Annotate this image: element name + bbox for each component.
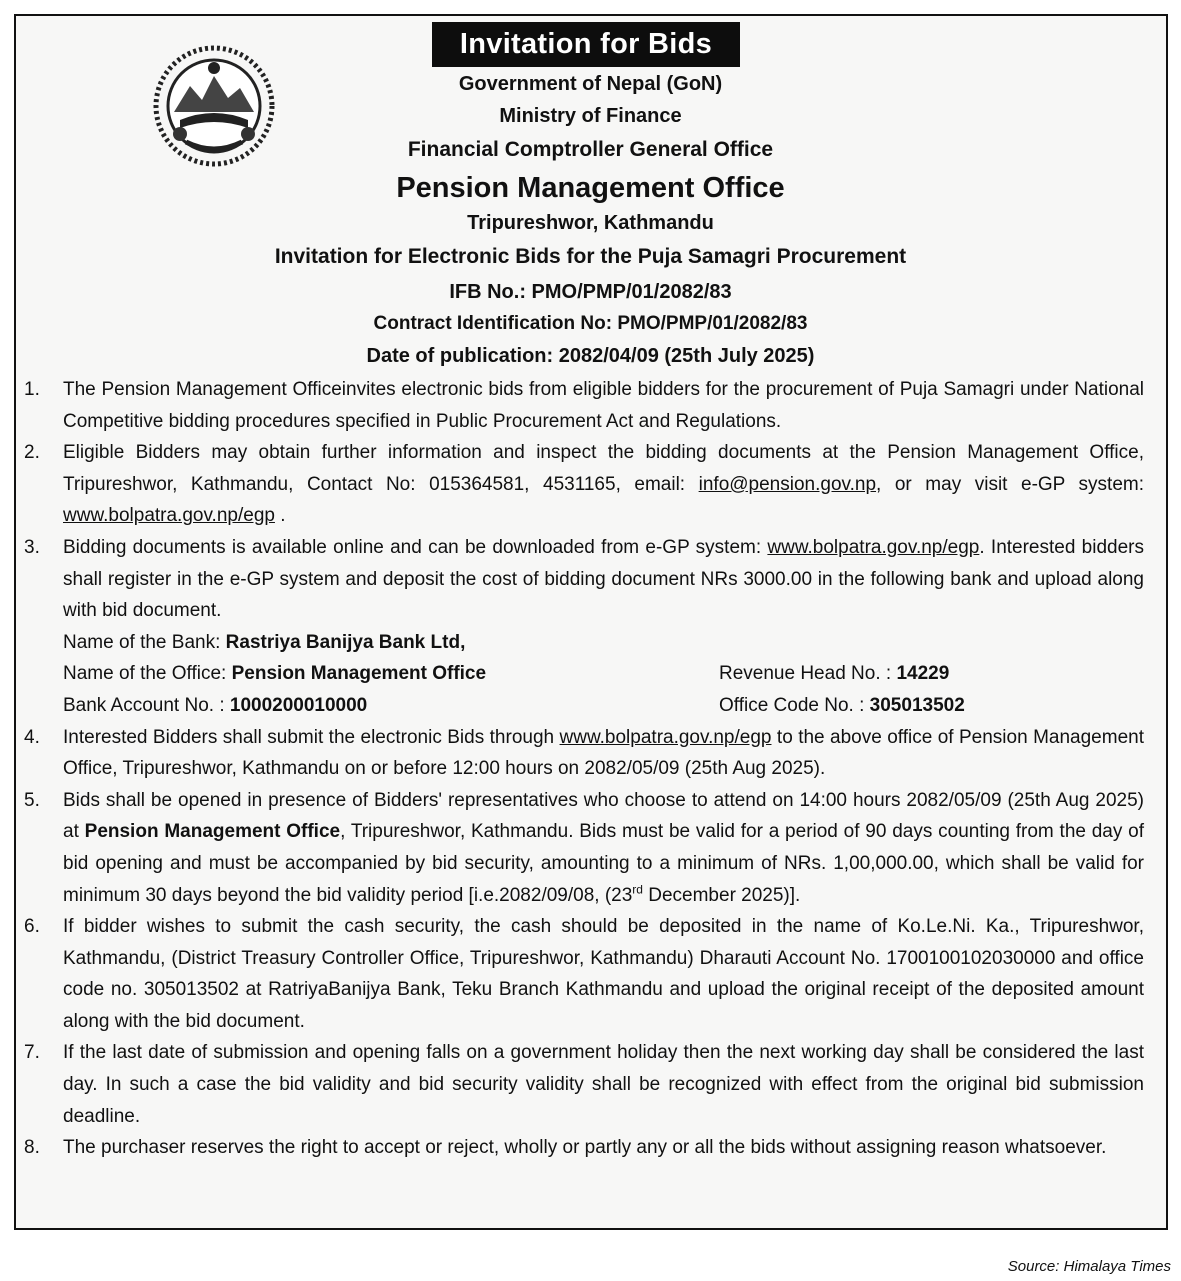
list-item <box>24 1037 1144 1132</box>
bank-details <box>24 627 1144 722</box>
list-item <box>24 374 1144 437</box>
banner-title: Invitation for Bids <box>432 22 740 67</box>
office-name-label: Name of the Office: <box>63 663 232 685</box>
item-text: The purchaser reserves the right to accept or reject, wholly or partly any or all the bids without assigning reason whatsoever. <box>63 1137 1107 1159</box>
email-link[interactable]: info@pension.gov.np <box>698 473 877 495</box>
egp-link[interactable]: www.bolpatra.gov.np/egp <box>767 536 980 558</box>
bank-name-row <box>63 627 1144 659</box>
ifb-number: IFB No.: PMO/PMP/01/2082/83 <box>449 281 732 303</box>
publication-date: Date of publication: 2082/04/09 (25th July 2025) <box>366 345 815 367</box>
invitation-title: Invitation for Electronic Bids for the Puja Samagri Procurement <box>274 245 907 268</box>
text-segment: Bidding documents is available online and can be downloaded from e-GP system: <box>63 536 768 558</box>
department-line: Financial Comptroller General Office <box>407 138 774 161</box>
text-segment: to the above office of Pension Management Office, Tripureshwor, Kathmandu on or before 12:00 hours on 2082/05/09 (25th Aug 2025). <box>63 726 1144 780</box>
text-segment: , Tripureshwor, Kathmandu. Bids must be valid for a period of 90 days counting from the day of bid opening and must be accompanied by bid security, amounting to a minimum of NRs. 1,00,000.00, which shall be valid for minimum 30 days beyond the bid validity period [i.e.2082/09/08, (23 <box>63 821 1145 906</box>
revenue-cell <box>719 658 949 690</box>
text-segment: Interested Bidders shall submit the electronic Bids through <box>63 726 560 748</box>
office-name-inline: Pension Management Office <box>84 821 341 843</box>
ministry-line: Ministry of Finance <box>499 105 682 127</box>
list-item <box>24 437 1144 532</box>
list-item <box>24 532 1144 627</box>
text-segment: Eligible Bidders may obtain further information and inspect the bidding documents at the Pension Management Office, Tripureshwor, Kathmandu, Contact No: 015364581, 4531165, email: <box>63 442 1144 495</box>
account-label: Bank Account No. : <box>63 694 230 716</box>
account-cell <box>63 690 719 722</box>
list-item <box>24 722 1144 785</box>
item-number: 8. <box>24 1137 40 1159</box>
office-location: Tripureshwor, Kathmandu <box>467 212 714 234</box>
revenue-number: 14229 <box>896 663 950 685</box>
office-code: 305013502 <box>869 694 965 716</box>
text-segment: Bids shall be opened in presence of Bidders' representatives who choose to attend on 14:00 hours 2082/05/09 (25th Aug 2025) at <box>63 789 1144 843</box>
item-number: 3. <box>24 536 40 558</box>
item-text: If bidder wishes to submit the cash security, the cash should be deposited in the name of Ko.Le.Ni. Ka., Tripureshwor, Kathmandu, (District Treasury Controller Office, Tripureshwor, Kathmandu) Dharauti Account No. 1700100102030000 and office code no. 305013502 at RatriyaBanijya Bank, Teku Branch Kathmandu and upload the original receipt of the deposited amount along with the bid document. <box>63 916 1144 1032</box>
office-row <box>63 658 1144 690</box>
item-number: 4. <box>24 726 40 748</box>
list-item <box>24 785 1144 911</box>
ordinal-suffix: rd <box>632 882 643 897</box>
revenue-label: Revenue Head No. : <box>719 663 897 685</box>
text-segment: . <box>274 505 286 527</box>
text-segment: , or may visit e-GP system: <box>876 473 1145 495</box>
text-segment: . Interested bidders shall register in the e-GP system and deposit the cost of bidding document NRs 3000.00 in the following bank and upload along with bid document. <box>63 536 1144 622</box>
item-text <box>63 437 1144 532</box>
bank-name-label: Name of the Bank: <box>63 631 226 653</box>
item-number: 5. <box>24 789 40 811</box>
text-segment: December 2025)]. <box>642 884 801 906</box>
item-text <box>63 722 1144 785</box>
office-title: Pension Management Office <box>396 172 785 204</box>
item-text <box>63 532 1144 627</box>
account-number: 1000200010000 <box>229 694 368 716</box>
item-number: 6. <box>24 916 40 938</box>
office-name: Pension Management Office <box>231 663 487 685</box>
egp-link[interactable]: www.bolpatra.gov.np/egp <box>63 505 275 527</box>
item-text <box>63 785 1144 911</box>
source-credit: Source: Himalaya Times <box>1007 1258 1171 1275</box>
item-number: 7. <box>24 1042 40 1064</box>
bank-name: Rastriya Banijya Bank Ltd, <box>225 631 466 653</box>
list-item <box>24 911 1144 1037</box>
item-text: If the last date of submission and opening falls on a government holiday then the next working day shall be considered the last day. In such a case the bid validity and bid security validity shall be recognized with effect from the original bid submission deadline. <box>63 1042 1144 1127</box>
office-code-label: Office Code No. : <box>719 694 870 716</box>
office-code-cell <box>719 690 965 722</box>
bid-terms-list <box>24 374 1144 1164</box>
account-row <box>63 690 1144 722</box>
contract-id: Contract Identification No: PMO/PMP/01/2082/83 <box>373 313 808 334</box>
list-item <box>24 1132 1144 1164</box>
egp-link[interactable]: www.bolpatra.gov.np/egp <box>559 726 772 748</box>
item-text: The Pension Management Officeinvites electronic bids from eligible bidders for the procurement of Puja Samagri under National Competitive bidding procedures specified in Public Procurement Act and Regulations. <box>63 379 1144 432</box>
item-number: 1. <box>24 379 40 400</box>
item-number: 2. <box>24 442 40 464</box>
government-line: Government of Nepal (GoN) <box>458 73 723 95</box>
office-name-cell <box>63 658 719 690</box>
